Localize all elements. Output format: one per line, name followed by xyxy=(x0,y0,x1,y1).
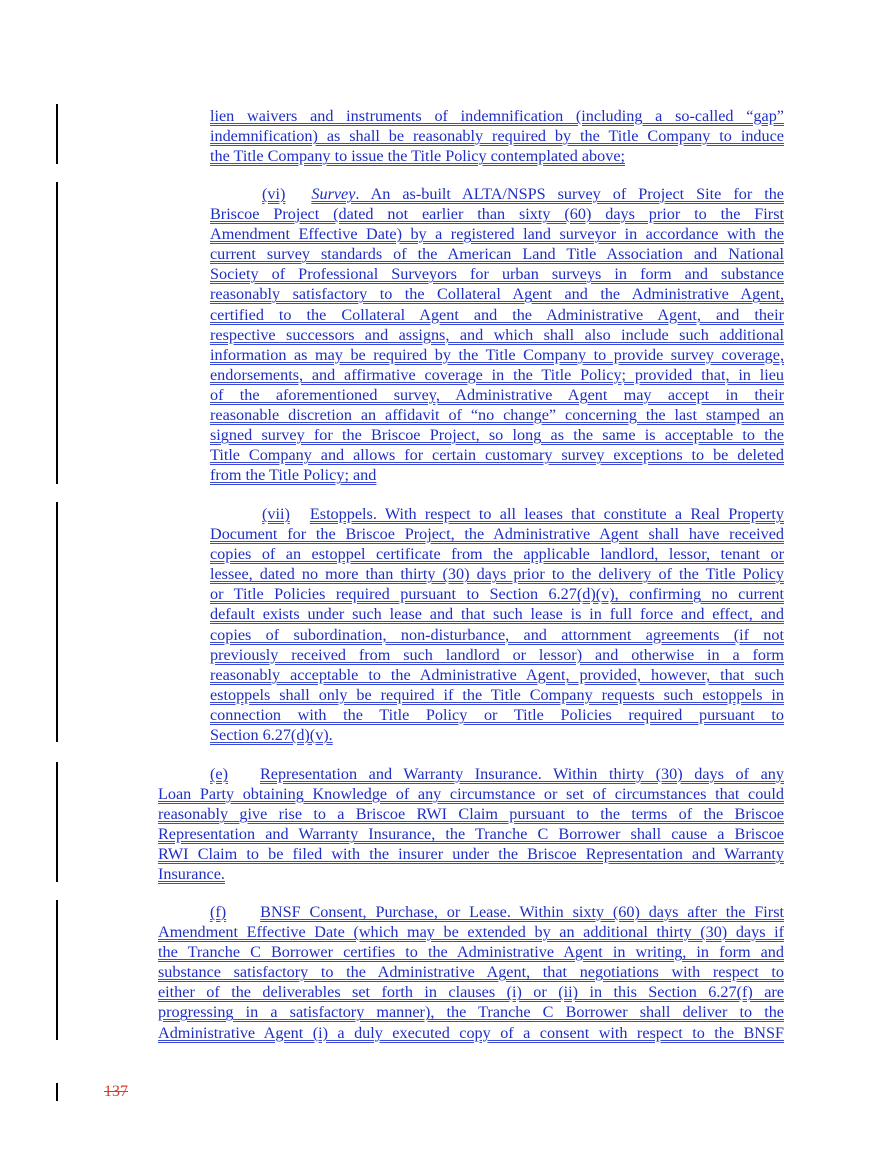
text-run: Representation and Warranty Insurance. Within thirty (30) days of any xyxy=(259,765,784,783)
change-bar xyxy=(56,182,58,484)
change-bar xyxy=(56,1083,58,1101)
clause-label: (vi) xyxy=(262,185,286,203)
text-line: from the Title Policy; and xyxy=(210,466,377,485)
text-line xyxy=(158,902,784,922)
page-number: 137 xyxy=(104,1083,128,1100)
change-bar xyxy=(56,762,58,882)
text-line: reasonably give rise to a Briscoe RWI Claim pursuant to the terms of the Briscoe xyxy=(158,805,784,824)
text-line: of the aforementioned survey, Administrative Agent may accept in their xyxy=(210,385,784,404)
change-bar xyxy=(56,104,58,164)
text-line: substance satisfactory to the Administrative Agent, that negotiations with respect to xyxy=(158,963,784,982)
paragraph-estoppels xyxy=(210,504,784,745)
text-line: certified to the Collateral Agent and the Administrative Agent, and their xyxy=(210,305,784,324)
text-line: copies of subordination, non-disturbance, and attornment agreements (if not xyxy=(210,625,784,644)
text-line: Society of Professional Surveyors for urban surveys in form and substance xyxy=(210,265,784,284)
text-line: Administrative Agent (i) a duly executed copy of a consent with respect to the BNSF xyxy=(158,1023,784,1042)
paragraph-survey xyxy=(210,184,784,485)
text-line: reasonably satisfactory to the Collateral Agent and the Administrative Agent, xyxy=(210,285,784,304)
clause-label: (f) xyxy=(210,903,227,921)
change-bar xyxy=(56,900,58,1040)
text-line: Title Company and allows for certain customary survey exceptions to be deleted xyxy=(210,446,784,465)
text-line: either of the deliverables set forth in clauses (i) or (ii) in this Section 6.27(f) are xyxy=(158,983,784,1002)
text-line: progressing in a satisfactory manner), the Tranche C Borrower shall deliver to the xyxy=(158,1003,784,1022)
text-line xyxy=(158,764,784,784)
text-line: lien waivers and instruments of indemnification (including a so-called “gap” xyxy=(210,107,784,125)
text-line: current survey standards of the American Land Title Association and National xyxy=(210,245,784,264)
text-line: respective successors and assigns, and which shall also include such additional xyxy=(210,325,784,344)
text-line: previously received from such landlord or lessor) and otherwise in a form xyxy=(210,645,784,664)
text-line: connection with the Title Policy or Title Policies required pursuant to xyxy=(210,705,784,724)
text-line: reasonably acceptable to the Administrative Agent, provided, however, that such xyxy=(210,665,784,684)
text-line: Representation and Warranty Insurance, the Tranche C Borrower shall cause a Briscoe xyxy=(158,825,784,844)
text-run: Estoppels. With respect to all leases that constitute a Real Property xyxy=(309,505,784,523)
text-line: RWI Claim to be filed with the insurer under the Briscoe Representation and Warranty xyxy=(158,845,784,864)
text-line: indemnification) as shall be reasonably required by the Title Company to induce xyxy=(210,127,784,146)
text-line xyxy=(210,504,784,524)
text-line: the Title Company to issue the Title Policy contemplated above; xyxy=(210,147,626,166)
text-line: default exists under such lease and that such lease is in full force and effect, and xyxy=(210,605,784,624)
text-line: Section 6.27(d)(v). xyxy=(210,726,333,745)
text-line: reasonable discretion an affidavit of “no change” concerning the last stamped an xyxy=(210,406,784,425)
paragraph-lien-waivers xyxy=(210,106,784,166)
paragraph-bnsf xyxy=(158,902,784,1043)
text-line: copies of an estoppel certificate from the applicable landlord, lessor, tenant or xyxy=(210,545,784,564)
text-run: BNSF Consent, Purchase, or Lease. Within sixty (60) days after the First xyxy=(260,903,784,921)
text-line: or Title Policies required pursuant to Section 6.27(d)(v), confirming no current xyxy=(210,585,784,604)
text-line: information as may be required by the Title Company to provide survey coverage, xyxy=(210,345,784,364)
text-line: Amendment Effective Date) by a registered land surveyor in accordance with the xyxy=(210,225,784,244)
paragraph-rwi xyxy=(158,764,784,885)
text-line: signed survey for the Briscoe Project, so long as the same is acceptable to the xyxy=(210,426,784,445)
text-line: the Tranche C Borrower certifies to the Administrative Agent in writing, in form and xyxy=(158,943,784,962)
change-bar xyxy=(56,502,58,742)
text-line: Loan Party obtaining Knowledge of any circumstance or set of circumstances that could xyxy=(158,785,784,804)
text-line xyxy=(210,184,784,204)
text-line: Briscoe Project (dated not earlier than sixty (60) days prior to the First xyxy=(210,205,784,224)
text-line: Document for the Briscoe Project, the Administrative Agent shall have received xyxy=(210,525,784,544)
clause-heading: Survey xyxy=(311,185,356,203)
text-line: Insurance. xyxy=(158,865,225,884)
text-line: estoppels shall only be required if the Title Company requests such estoppels in xyxy=(210,685,784,704)
clause-label: (vii) xyxy=(262,505,290,523)
text-line: lessee, dated no more than thirty (30) days prior to the delivery of the Title Policy xyxy=(210,565,784,584)
text-line: endorsements, and affirmative coverage in the Title Policy; provided that, in lieu xyxy=(210,365,784,384)
clause-label: (e) xyxy=(210,765,228,783)
text-run: . An as-built ALTA/NSPS survey of Project Site for the xyxy=(355,185,784,203)
text-line: Amendment Effective Date (which may be extended by an additional thirty (30) days if xyxy=(158,923,784,942)
